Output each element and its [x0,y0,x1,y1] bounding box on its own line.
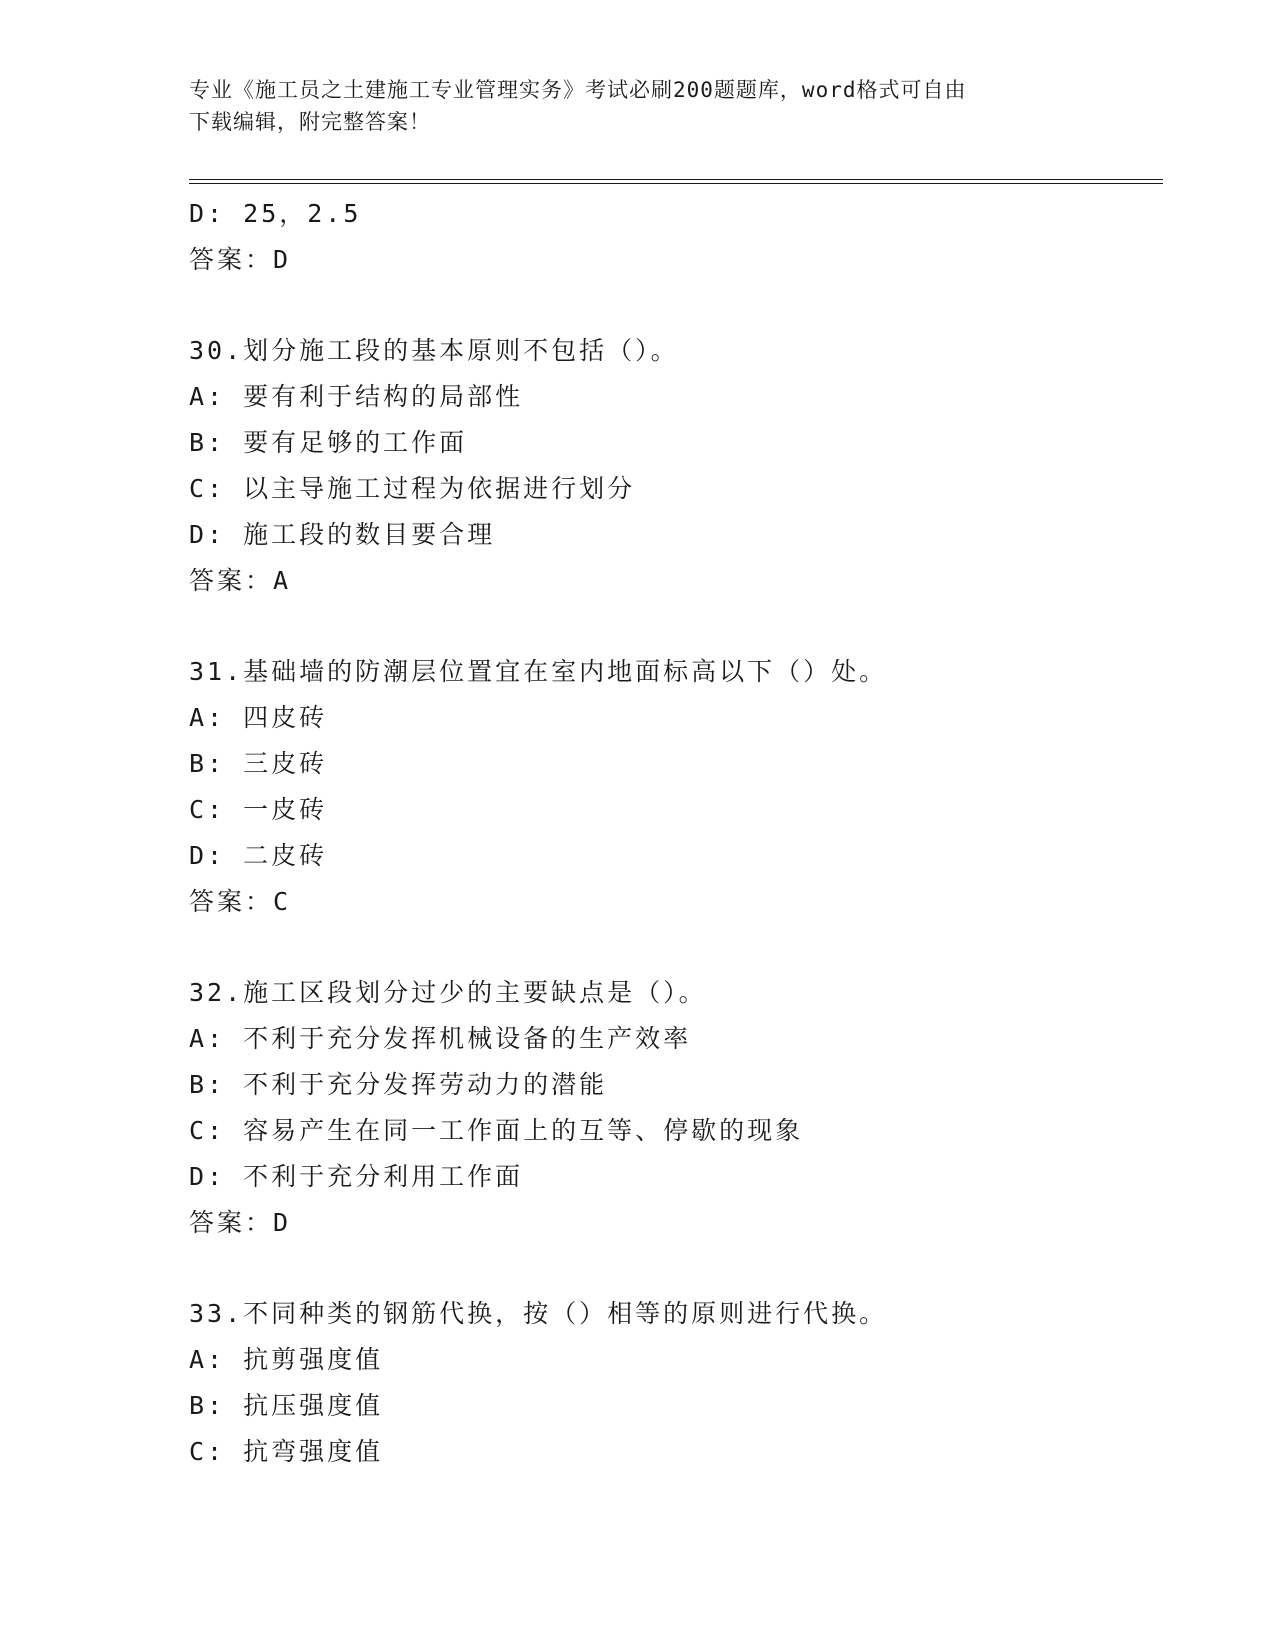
prev-option-d: D: 25，2.5 [189,199,362,228]
answer: 答案：C [189,887,292,916]
answer: 答案：D [189,1208,292,1237]
question-list [189,191,1163,1475]
spacer [189,1246,1163,1291]
option-b: B: 不利于充分发挥劳动力的潜能 [189,1070,608,1099]
header-line-1: 专业《施工员之土建施工专业管理实务》考试必刷200题题库，word格式可自由 [189,78,967,102]
option-a: A: 不利于充分发挥机械设备的生产效率 [189,1024,692,1053]
option-d: D: 二皮砖 [189,841,328,870]
option-c: C: 容易产生在同一工作面上的互等、停歇的现象 [189,1116,804,1145]
question-title: 30.划分施工段的基本原则不包括（）。 [189,336,679,365]
option-c: C: 以主导施工过程为依据进行划分 [189,474,636,503]
option-a: A: 抗剪强度值 [189,1345,384,1374]
question-30 [189,328,1163,604]
option-a: A: 四皮砖 [189,703,328,732]
option-b: B: 三皮砖 [189,749,328,778]
option-c: C: 抗弯强度值 [189,1437,384,1466]
question-title: 32.施工区段划分过少的主要缺点是（）。 [189,978,707,1007]
question-33 [189,1291,1163,1475]
option-b: B: 抗压强度值 [189,1391,384,1420]
prev-answer: 答案：D [189,245,292,274]
question-31 [189,649,1163,925]
option-d: D: 不利于充分利用工作面 [189,1162,524,1191]
question-title: 31.基础墙的防潮层位置宜在室内地面标高以下（）处。 [189,657,888,686]
option-a: A: 要有利于结构的局部性 [189,382,524,411]
header-rule-bottom [189,183,1163,184]
header-line-2: 下载编辑，附完整答案！ [189,110,431,134]
document-header [189,74,1089,138]
spacer [189,925,1163,970]
header-rule-top [189,179,1163,180]
question-32 [189,970,1163,1246]
option-b: B: 要有足够的工作面 [189,428,468,457]
spacer [189,604,1163,649]
question-title: 33.不同种类的钢筋代换，按（）相等的原则进行代换。 [189,1299,888,1328]
option-c: C: 一皮砖 [189,795,328,824]
answer: 答案：A [189,566,292,595]
option-d: D: 施工段的数目要合理 [189,520,496,549]
spacer [189,283,1163,328]
